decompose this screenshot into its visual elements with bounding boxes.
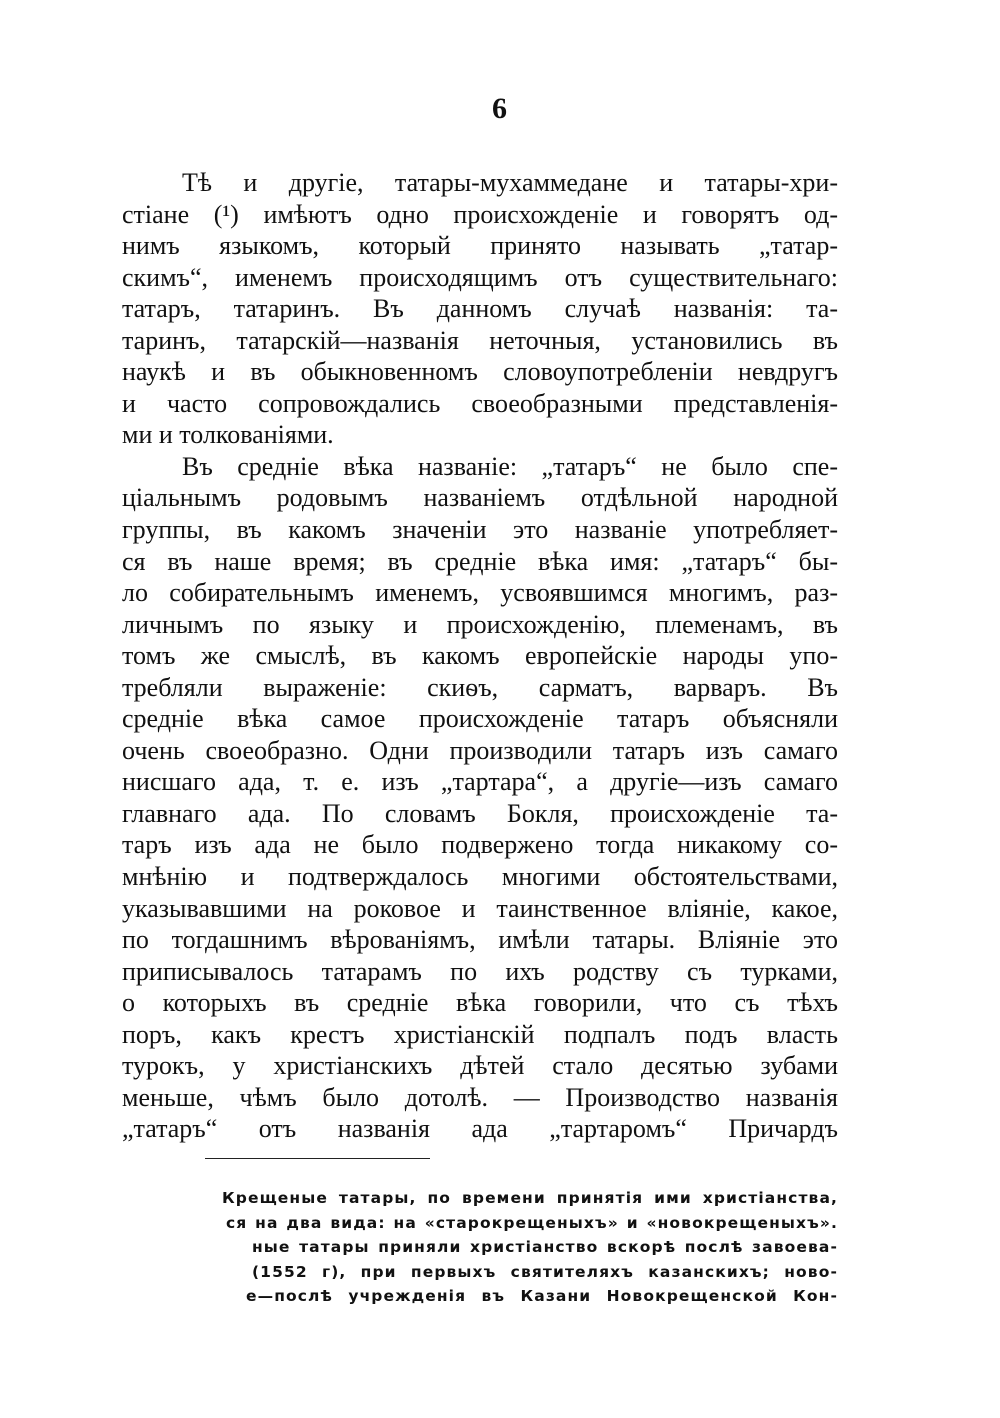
text-line: главнаго ада. По словамъ Бокля, происхожденіе та-: [122, 798, 838, 828]
footnote: [222, 1186, 838, 1309]
footnote-line: е—послѣ учрежденія въ Казани Новокрещенской Кон-: [246, 1287, 838, 1306]
text-line: скимъ“, именемъ происходящимъ отъ существительнаго:: [122, 262, 838, 292]
text-line: нимъ языкомъ, который принято называть „татар-: [122, 231, 838, 261]
text-line: Тѣ и другіе, татары-мухаммедане и татары-хри-: [182, 168, 838, 197]
text-line: ло собирательнымъ именемъ, усвоявшимся многимъ, раз-: [122, 578, 838, 608]
text-line: ся въ наше время; въ средніе вѣка имя: „татаръ“ бы-: [122, 546, 838, 576]
text-line: ціальнымъ родовымъ названіемъ отдѣльной народной: [122, 483, 838, 513]
text-line: поръ, какъ крестъ христіанскій подпалъ подъ власть: [122, 1019, 838, 1049]
text-line: нисшаго ада, т. е. изъ „тартара“, а другіе—изъ самаго: [122, 767, 838, 797]
footnote-line: ся на два вида: на «старокрещеныхъ» и «новокрещеныхъ».: [226, 1213, 838, 1232]
footnote-divider: [205, 1158, 430, 1159]
text-line: наукѣ и въ обыкновенномъ словоупотребленіи невдругъ: [122, 357, 838, 387]
text-line: „татаръ“ отъ названія ада „тартаромъ“ Причардъ: [122, 1114, 838, 1144]
text-line: таринъ, татарскій—названія неточныя, установились въ: [122, 325, 838, 355]
text-line: томъ же смыслѣ, въ какомъ европейскіе народы упо-: [122, 641, 838, 671]
footnote-line: ные татары приняли христіанство вскорѣ послѣ завоева-: [252, 1238, 838, 1257]
text-line: по тогдашнимъ вѣрованіямъ, имѣли татары. Вліяніе это: [122, 925, 838, 955]
text-line: таръ изъ ада не было подвержено тогда никакому со-: [122, 830, 838, 860]
text-line: средніе вѣка самое происхожденіе татаръ объясняли: [122, 704, 838, 734]
text-line: татаръ, татаринъ. Въ данномъ случаѣ названія: та-: [122, 294, 838, 324]
text-line: приписывалось татарамъ по ихъ родству съ турками,: [122, 956, 838, 986]
text-line: стіане (¹) имѣютъ одно происхожденіе и говорятъ од-: [122, 199, 838, 229]
text-line: турокъ, у христіанскихъ дѣтей стало десятью зубами: [122, 1051, 838, 1081]
footnote-line: (1552 г), при первыхъ святителяхъ казанскихъ; ново-: [252, 1262, 838, 1281]
text-line: ми и толкованіями.: [122, 420, 334, 450]
text-line: о которыхъ въ средніе вѣка говорили, что съ тѣхъ: [122, 988, 838, 1018]
footnote-line: Крещеные татары, по времени принятія ими христіанства,: [222, 1189, 838, 1207]
text-line: группы, въ какомъ значеніи это названіе употребляет-: [122, 515, 838, 545]
page-number: 6: [492, 92, 508, 125]
text-line: мнѣнію и подтверждалось многими обстоятельствами,: [122, 862, 838, 892]
text-line: меньше, чѣмъ было дотолѣ. — Производство названія: [122, 1082, 838, 1112]
text-line: требляли выраженіе: скиѳъ, сарматъ, варваръ. Въ: [122, 672, 838, 702]
text-line: личнымъ по языку и происхожденію, племенамъ, въ: [122, 609, 838, 639]
text-line: Въ средніе вѣка названіе: „татаръ“ не было спе-: [182, 451, 838, 481]
main-text: [122, 167, 838, 1145]
text-line: и часто сопровождались своеобразными представленія-: [122, 388, 838, 418]
text-line: указывавшими на роковое и таинственное вліяніе, какое,: [122, 893, 838, 923]
text-line: очень своеобразно. Одни производили татаръ изъ самаго: [122, 735, 838, 765]
